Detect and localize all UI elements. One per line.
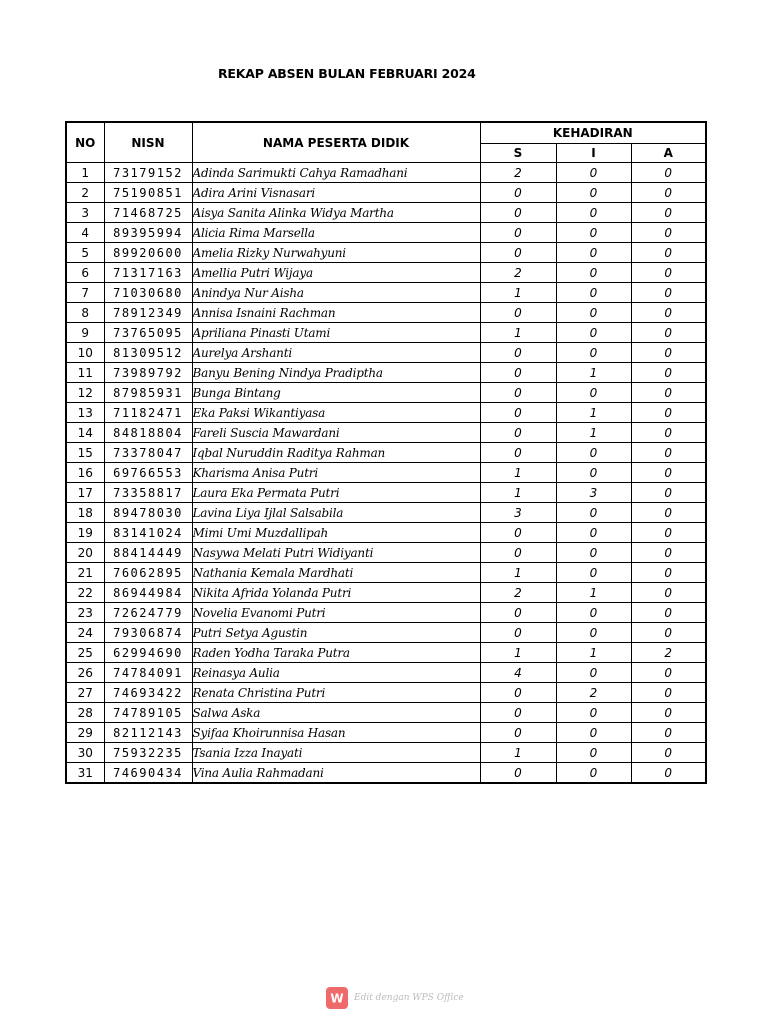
- table-row: [66, 263, 706, 283]
- cell-nama: Putri Setya Agustin: [192, 623, 480, 643]
- header-nisn: NISN: [104, 122, 192, 163]
- cell-nisn: 83141024: [104, 523, 192, 543]
- cell-nisn: 74693422: [104, 683, 192, 703]
- cell-no: 3: [66, 203, 104, 223]
- cell-s: 1: [480, 643, 556, 663]
- cell-s: 0: [480, 343, 556, 363]
- cell-no: 30: [66, 743, 104, 763]
- cell-no: 28: [66, 703, 104, 723]
- cell-s: 0: [480, 403, 556, 423]
- cell-no: 23: [66, 603, 104, 623]
- cell-i: 0: [556, 263, 631, 283]
- cell-i: 2: [556, 683, 631, 703]
- table-row: [66, 363, 706, 383]
- header-s: S: [480, 144, 556, 163]
- cell-nisn: 84818804: [104, 423, 192, 443]
- cell-i: 0: [556, 283, 631, 303]
- cell-no: 1: [66, 163, 104, 183]
- cell-a: 0: [631, 163, 706, 183]
- cell-nisn: 73358817: [104, 483, 192, 503]
- cell-nisn: 87985931: [104, 383, 192, 403]
- cell-nama: Aurelya Arshanti: [192, 343, 480, 363]
- cell-nama: Salwa Aska: [192, 703, 480, 723]
- cell-i: 0: [556, 603, 631, 623]
- table-row: [66, 283, 706, 303]
- table-row: [66, 503, 706, 523]
- attendance-table: [65, 121, 707, 784]
- cell-no: 22: [66, 583, 104, 603]
- cell-s: 0: [480, 183, 556, 203]
- header-kehadiran: KEHADIRAN: [480, 122, 706, 144]
- cell-nama: Alicia Rima Marsella: [192, 223, 480, 243]
- cell-no: 26: [66, 663, 104, 683]
- cell-s: 1: [480, 323, 556, 343]
- cell-no: 4: [66, 223, 104, 243]
- cell-nama: Vina Aulia Rahmadani: [192, 763, 480, 784]
- cell-i: 0: [556, 523, 631, 543]
- cell-a: 0: [631, 603, 706, 623]
- cell-nisn: 89920600: [104, 243, 192, 263]
- cell-nama: Tsania Izza Inayati: [192, 743, 480, 763]
- table-row: [66, 383, 706, 403]
- cell-i: 0: [556, 243, 631, 263]
- cell-nama: Adira Arini Visnasari: [192, 183, 480, 203]
- table-row: [66, 303, 706, 323]
- cell-i: 0: [556, 503, 631, 523]
- cell-i: 0: [556, 763, 631, 784]
- cell-nama: Nikita Afrida Yolanda Putri: [192, 583, 480, 603]
- table-row: [66, 543, 706, 563]
- cell-s: 2: [480, 583, 556, 603]
- cell-a: 0: [631, 483, 706, 503]
- table-row: [66, 643, 706, 663]
- cell-nisn: 74784091: [104, 663, 192, 683]
- wps-office-icon: [326, 987, 348, 1009]
- cell-no: 8: [66, 303, 104, 323]
- cell-nisn: 73765095: [104, 323, 192, 343]
- cell-s: 0: [480, 223, 556, 243]
- cell-i: 0: [556, 183, 631, 203]
- table-row: [66, 223, 706, 243]
- cell-i: 0: [556, 203, 631, 223]
- cell-a: 0: [631, 283, 706, 303]
- cell-a: 0: [631, 543, 706, 563]
- table-row: [66, 563, 706, 583]
- cell-s: 0: [480, 383, 556, 403]
- cell-a: 0: [631, 243, 706, 263]
- table-row: [66, 623, 706, 643]
- cell-no: 21: [66, 563, 104, 583]
- cell-no: 6: [66, 263, 104, 283]
- table-row: [66, 763, 706, 784]
- cell-nama: Banyu Bening Nindya Pradiptha: [192, 363, 480, 383]
- cell-a: 0: [631, 303, 706, 323]
- cell-nisn: 88414449: [104, 543, 192, 563]
- cell-s: 1: [480, 483, 556, 503]
- cell-nisn: 79306874: [104, 623, 192, 643]
- cell-nama: Fareli Suscia Mawardani: [192, 423, 480, 443]
- cell-nisn: 71182471: [104, 403, 192, 423]
- table-row: [66, 423, 706, 443]
- table-row: [66, 463, 706, 483]
- cell-a: 0: [631, 363, 706, 383]
- cell-a: 0: [631, 383, 706, 403]
- wps-watermark: [326, 987, 464, 1009]
- table-row: [66, 243, 706, 263]
- header-no: NO: [66, 122, 104, 163]
- cell-no: 13: [66, 403, 104, 423]
- table-row: [66, 523, 706, 543]
- cell-s: 1: [480, 283, 556, 303]
- cell-no: 11: [66, 363, 104, 383]
- cell-nama: Kharisma Anisa Putri: [192, 463, 480, 483]
- cell-nama: Reinasya Aulia: [192, 663, 480, 683]
- cell-nama: Eka Paksi Wikantiyasa: [192, 403, 480, 423]
- cell-nisn: 71317163: [104, 263, 192, 283]
- cell-nama: Novelia Evanomi Putri: [192, 603, 480, 623]
- header-nama: NAMA PESERTA DIDIK: [192, 122, 480, 163]
- cell-nama: Bunga Bintang: [192, 383, 480, 403]
- cell-i: 1: [556, 423, 631, 443]
- cell-a: 0: [631, 443, 706, 463]
- cell-a: 0: [631, 223, 706, 243]
- cell-no: 17: [66, 483, 104, 503]
- cell-i: 3: [556, 483, 631, 503]
- cell-a: 0: [631, 583, 706, 603]
- cell-s: 3: [480, 503, 556, 523]
- cell-s: 1: [480, 563, 556, 583]
- cell-no: 7: [66, 283, 104, 303]
- cell-a: 0: [631, 463, 706, 483]
- cell-a: 2: [631, 643, 706, 663]
- cell-nama: Nathania Kemala Mardhati: [192, 563, 480, 583]
- cell-nisn: 89395994: [104, 223, 192, 243]
- table-row: [66, 723, 706, 743]
- cell-no: 15: [66, 443, 104, 463]
- cell-s: 0: [480, 603, 556, 623]
- cell-nisn: 62994690: [104, 643, 192, 663]
- cell-s: 0: [480, 703, 556, 723]
- cell-no: 20: [66, 543, 104, 563]
- cell-a: 0: [631, 563, 706, 583]
- table-row: [66, 743, 706, 763]
- cell-nama: Anindya Nur Aisha: [192, 283, 480, 303]
- cell-no: 24: [66, 623, 104, 643]
- cell-nama: Syifaa Khoirunnisa Hasan: [192, 723, 480, 743]
- cell-i: 0: [556, 323, 631, 343]
- cell-nama: Nasywa Melati Putri Widiyanti: [192, 543, 480, 563]
- table-row: [66, 483, 706, 503]
- cell-s: 0: [480, 623, 556, 643]
- cell-nisn: 89478030: [104, 503, 192, 523]
- cell-i: 0: [556, 743, 631, 763]
- table-row: [66, 343, 706, 363]
- cell-nisn: 82112143: [104, 723, 192, 743]
- cell-nisn: 74690434: [104, 763, 192, 784]
- cell-a: 0: [631, 203, 706, 223]
- cell-no: 25: [66, 643, 104, 663]
- table-row: [66, 183, 706, 203]
- cell-i: 0: [556, 563, 631, 583]
- cell-no: 19: [66, 523, 104, 543]
- cell-a: 0: [631, 263, 706, 283]
- cell-nisn: 69766553: [104, 463, 192, 483]
- cell-nama: Raden Yodha Taraka Putra: [192, 643, 480, 663]
- cell-a: 0: [631, 723, 706, 743]
- cell-nisn: 86944984: [104, 583, 192, 603]
- cell-a: 0: [631, 323, 706, 343]
- cell-i: 1: [556, 583, 631, 603]
- header-a: A: [631, 144, 706, 163]
- cell-s: 0: [480, 423, 556, 443]
- cell-nama: Aisya Sanita Alinka Widya Martha: [192, 203, 480, 223]
- cell-i: 1: [556, 363, 631, 383]
- cell-nama: Laura Eka Permata Putri: [192, 483, 480, 503]
- cell-i: 1: [556, 643, 631, 663]
- cell-s: 4: [480, 663, 556, 683]
- cell-nama: Mimi Umi Muzdallipah: [192, 523, 480, 543]
- cell-i: 1: [556, 403, 631, 423]
- cell-nama: Amelia Rizky Nurwahyuni: [192, 243, 480, 263]
- cell-no: 29: [66, 723, 104, 743]
- cell-nisn: 71030680: [104, 283, 192, 303]
- table-row: [66, 323, 706, 343]
- cell-a: 0: [631, 663, 706, 683]
- cell-i: 0: [556, 703, 631, 723]
- cell-nama: Renata Christina Putri: [192, 683, 480, 703]
- cell-nama: Lavina Liya Ijlal Salsabila: [192, 503, 480, 523]
- cell-a: 0: [631, 183, 706, 203]
- cell-nama: Adinda Sarimukti Cahya Ramadhani: [192, 163, 480, 183]
- cell-a: 0: [631, 503, 706, 523]
- cell-no: 27: [66, 683, 104, 703]
- cell-no: 14: [66, 423, 104, 443]
- cell-a: 0: [631, 743, 706, 763]
- cell-no: 9: [66, 323, 104, 343]
- cell-i: 0: [556, 723, 631, 743]
- cell-s: 0: [480, 763, 556, 784]
- cell-no: 12: [66, 383, 104, 403]
- cell-nisn: 76062895: [104, 563, 192, 583]
- cell-s: 0: [480, 363, 556, 383]
- cell-s: 0: [480, 443, 556, 463]
- cell-a: 0: [631, 623, 706, 643]
- cell-nisn: 75190851: [104, 183, 192, 203]
- cell-i: 0: [556, 543, 631, 563]
- cell-nama: Iqbal Nuruddin Raditya Rahman: [192, 443, 480, 463]
- cell-no: 5: [66, 243, 104, 263]
- cell-nama: Annisa Isnaini Rachman: [192, 303, 480, 323]
- cell-i: 0: [556, 463, 631, 483]
- cell-nisn: 78912349: [104, 303, 192, 323]
- cell-s: 2: [480, 263, 556, 283]
- table-row: [66, 663, 706, 683]
- cell-a: 0: [631, 703, 706, 723]
- cell-s: 0: [480, 203, 556, 223]
- cell-i: 0: [556, 443, 631, 463]
- cell-i: 0: [556, 163, 631, 183]
- table-row: [66, 683, 706, 703]
- table-row: [66, 603, 706, 623]
- cell-i: 0: [556, 223, 631, 243]
- cell-nisn: 73378047: [104, 443, 192, 463]
- cell-a: 0: [631, 683, 706, 703]
- cell-i: 0: [556, 303, 631, 323]
- cell-nisn: 73989792: [104, 363, 192, 383]
- table-body: [66, 163, 706, 784]
- cell-nama: Apriliana Pinasti Utami: [192, 323, 480, 343]
- cell-i: 0: [556, 383, 631, 403]
- cell-i: 0: [556, 623, 631, 643]
- cell-s: 0: [480, 723, 556, 743]
- cell-s: 0: [480, 543, 556, 563]
- cell-nisn: 73179152: [104, 163, 192, 183]
- cell-s: 0: [480, 243, 556, 263]
- cell-no: 2: [66, 183, 104, 203]
- cell-nisn: 72624779: [104, 603, 192, 623]
- table-row: [66, 403, 706, 423]
- wps-icon-letter: W: [330, 992, 344, 1004]
- table-row: [66, 203, 706, 223]
- table-row: [66, 703, 706, 723]
- cell-nisn: 81309512: [104, 343, 192, 363]
- cell-no: 18: [66, 503, 104, 523]
- cell-no: 16: [66, 463, 104, 483]
- cell-i: 0: [556, 343, 631, 363]
- cell-a: 0: [631, 343, 706, 363]
- cell-a: 0: [631, 763, 706, 784]
- cell-nisn: 75932235: [104, 743, 192, 763]
- page-title: REKAP ABSEN BULAN FEBRUARI 2024: [218, 66, 476, 81]
- cell-s: 1: [480, 743, 556, 763]
- cell-nama: Amellia Putri Wijaya: [192, 263, 480, 283]
- cell-s: 0: [480, 683, 556, 703]
- cell-i: 0: [556, 663, 631, 683]
- table-row: [66, 443, 706, 463]
- cell-nisn: 74789105: [104, 703, 192, 723]
- cell-no: 31: [66, 763, 104, 784]
- cell-a: 0: [631, 403, 706, 423]
- table-row: [66, 163, 706, 183]
- cell-a: 0: [631, 523, 706, 543]
- cell-s: 1: [480, 463, 556, 483]
- cell-s: 2: [480, 163, 556, 183]
- cell-nisn: 71468725: [104, 203, 192, 223]
- cell-s: 0: [480, 523, 556, 543]
- header-i: I: [556, 144, 631, 163]
- table-row: [66, 583, 706, 603]
- cell-a: 0: [631, 423, 706, 443]
- cell-s: 0: [480, 303, 556, 323]
- cell-no: 10: [66, 343, 104, 363]
- watermark-text: Edit dengan WPS Office: [354, 993, 464, 1003]
